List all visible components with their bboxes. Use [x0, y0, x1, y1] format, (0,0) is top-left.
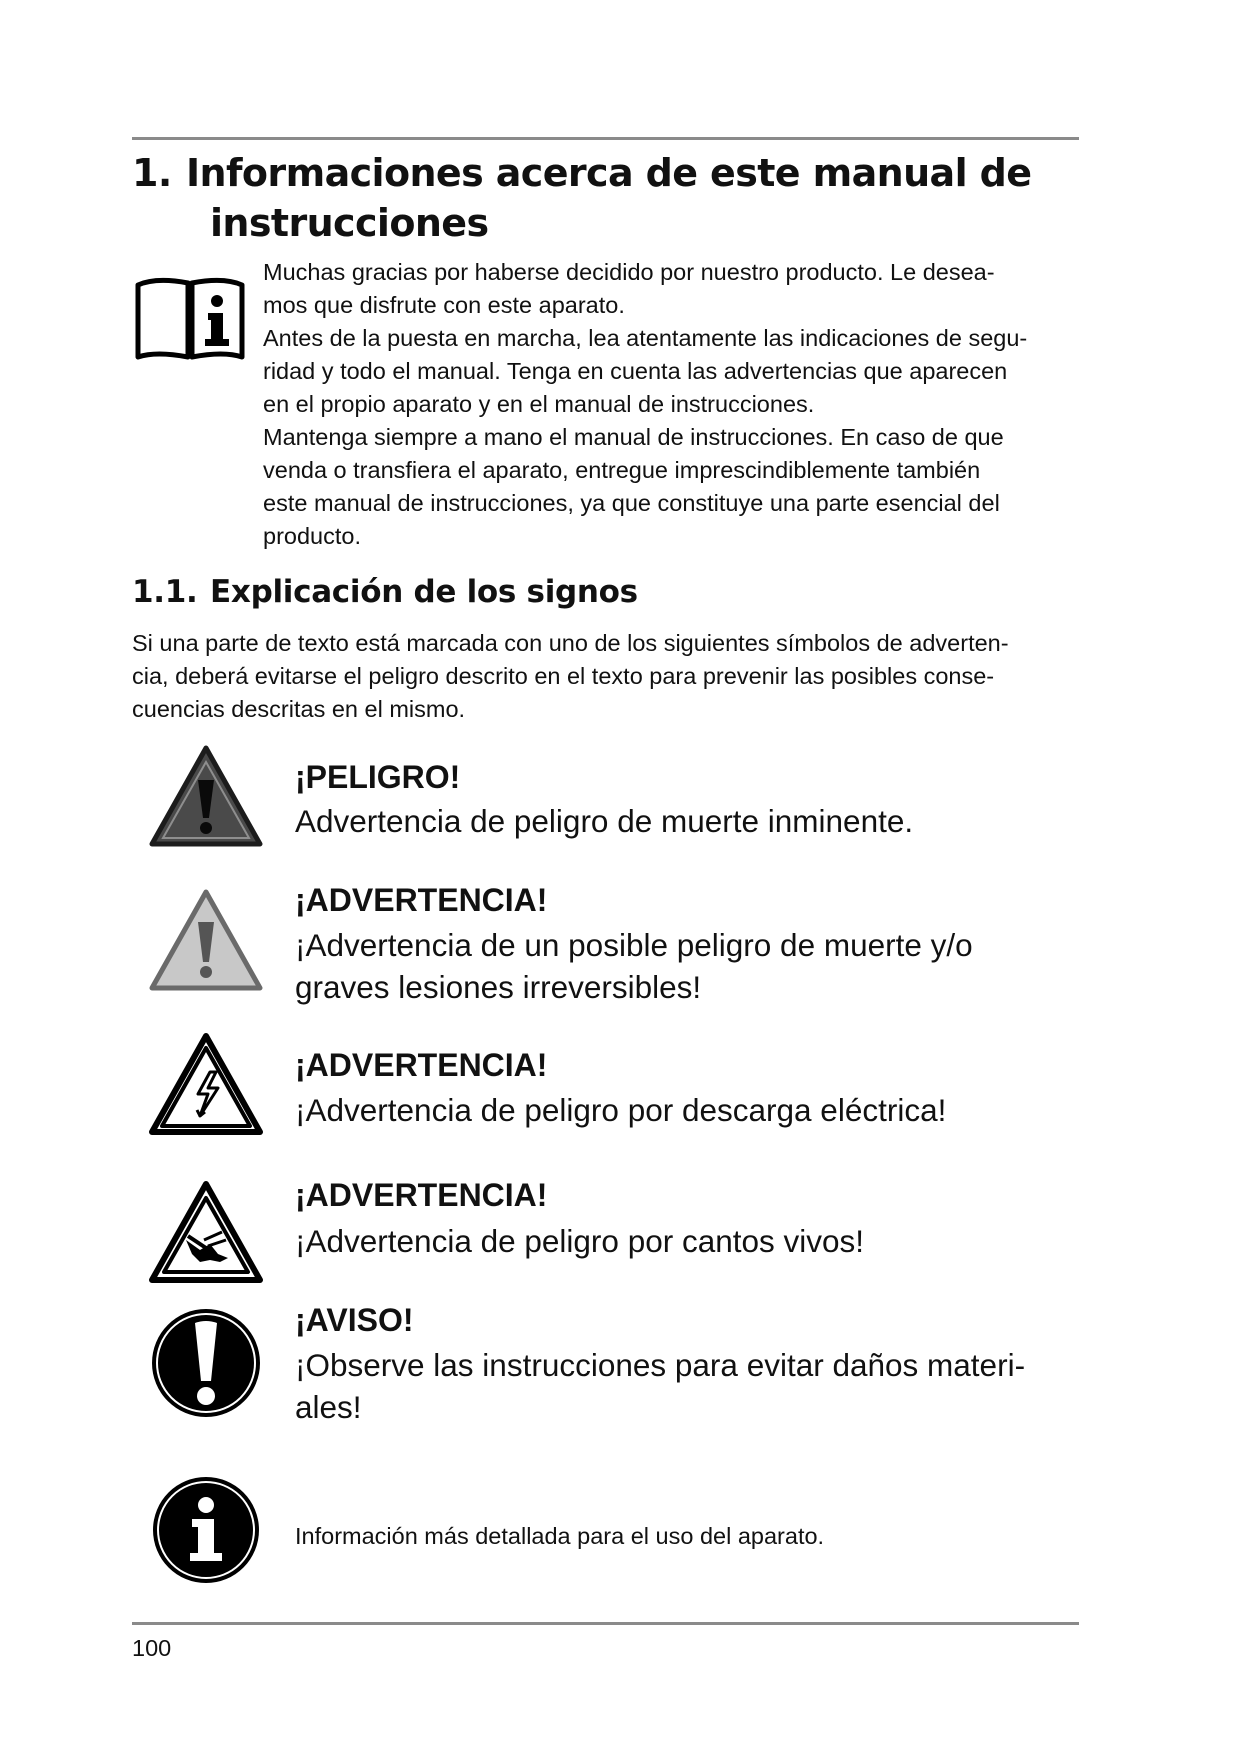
symbol-desc-danger: Advertencia de peligro de muerte inminente. [295, 803, 914, 839]
danger-triangle-icon [148, 742, 264, 858]
electric-shock-icon [148, 1030, 264, 1146]
symbol-desc-sharp: ¡Advertencia de peligro por cantos vivos! [295, 1223, 865, 1259]
bottom-rule [132, 1622, 1079, 1625]
intro-paragraph-2: Antes de la puesta en marcha, lea atentamente las indicaciones de segu- ridad y todo el manual. Tenga en cuenta las advertencias que aparecen en el propio aparato y en el manual de instrucciones. [263, 325, 1028, 417]
warning-triangle-icon [148, 886, 264, 1002]
heading-number: 1. [132, 151, 172, 195]
intro-paragraph-3: Mantenga siempre a mano el manual de instrucciones. En caso de que venda o transfiera el aparato, entregue imprescindiblemente también este manual de instrucciones, ya que constituye una parte esencial del producto. [263, 424, 1004, 549]
symbol-title-electric: ¡ADVERTENCIA! [295, 1047, 548, 1083]
heading-line-2: instrucciones [210, 201, 489, 245]
info-circle-icon [148, 1475, 264, 1591]
symbol-desc-warning: ¡Advertencia de un posible peligro de muerte y/o graves lesiones irreversibles! [295, 927, 973, 1005]
section-intro: Si una parte de texto está marcada con uno de los siguientes símbolos de adverten- cia, deberá evitarse el peligro descrito en el texto para prevenir las posibles conse- cuencias descritas en el mismo. [132, 630, 1009, 722]
sharp-edges-icon [148, 1178, 264, 1294]
symbol-desc-electric: ¡Advertencia de peligro por descarga eléctrica! [295, 1092, 947, 1128]
symbol-desc-notice: ¡Observe las instrucciones para evitar daños materi- ales! [295, 1347, 1026, 1425]
page-number: 100 [132, 1635, 172, 1661]
section-heading [132, 572, 1032, 612]
symbol-title-sharp: ¡ADVERTENCIA! [295, 1177, 548, 1213]
intro-paragraph-1: Muchas gracias por haberse decidido por nuestro producto. Le desea- mos que disfrute con este aparato. [263, 259, 995, 318]
intro-text [263, 256, 1083, 553]
notice-exclamation-icon [148, 1305, 264, 1421]
heading-line-1: Informaciones acerca de este manual de [186, 151, 1032, 195]
symbol-title-danger: ¡PELIGRO! [295, 759, 461, 795]
symbol-title-warning: ¡ADVERTENCIA! [295, 882, 548, 918]
manual-info-icon [134, 275, 246, 361]
page-heading [132, 148, 1082, 248]
symbol-title-notice: ¡AVISO! [295, 1302, 414, 1338]
section-title: Explicación de los signos [210, 574, 638, 610]
section-number: 1.1. [132, 574, 198, 610]
top-rule [132, 137, 1079, 140]
symbol-note-info: Información más detallada para el uso del aparato. [295, 1523, 825, 1549]
